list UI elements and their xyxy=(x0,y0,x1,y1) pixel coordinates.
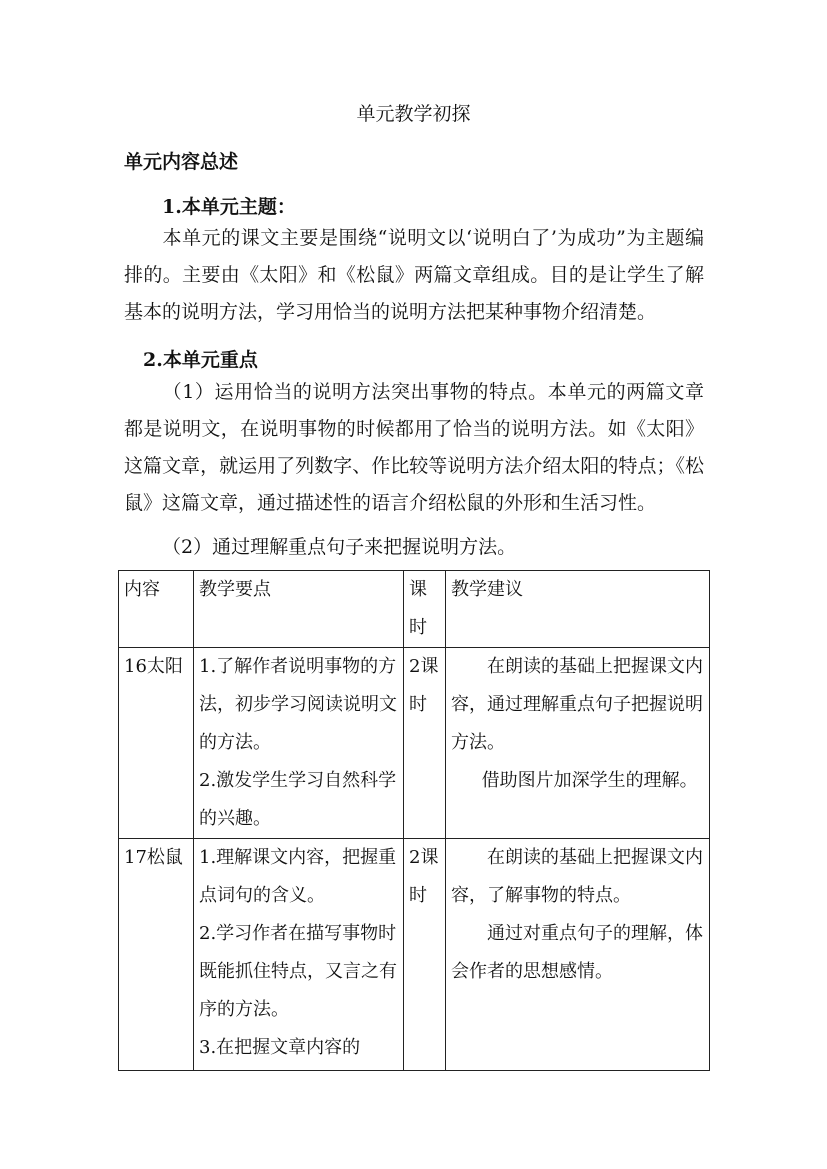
header-points: 教学要点 xyxy=(194,571,404,648)
teaching-point: 1.了解作者说明事物的方法，初步学习阅读说明文的方法。 xyxy=(199,656,397,753)
teaching-plan-table xyxy=(118,570,710,1071)
teaching-point: 2.激发学生学习自然科学的兴趣。 xyxy=(199,770,397,829)
row-hours: 2课时 xyxy=(404,839,446,1071)
suggestion: 通过对重点句子的理解，体会作者的思想感情。 xyxy=(451,923,703,982)
table-header-row xyxy=(119,571,710,648)
table-row xyxy=(119,648,710,839)
row-suggestions xyxy=(446,648,710,839)
header-content: 内容 xyxy=(119,571,194,648)
row-content: 16太阳 xyxy=(119,648,194,839)
key-point-1-paragraph xyxy=(124,374,704,522)
row-points xyxy=(194,648,404,839)
teaching-point: 3.在把握文章内容的 xyxy=(199,1037,361,1058)
key-point-2: （2）通过理解重点句子来把握说明方法。 xyxy=(162,536,517,558)
section-heading: 单元内容总述 xyxy=(124,151,239,173)
header-suggestions: 教学建议 xyxy=(446,571,710,648)
suggestion: 在朗读的基础上把握课文内容，通过理解重点句子把握说明方法。 xyxy=(451,656,703,753)
table-row xyxy=(119,839,710,1071)
row-points xyxy=(194,839,404,1071)
document-title: 单元教学初探 xyxy=(356,103,471,125)
row-hours: 2课时 xyxy=(404,648,446,839)
teaching-point: 1.理解课文内容，把握重点词句的含义。 xyxy=(199,847,397,906)
theme-text: 本单元的课文主要是围绕“说明文以‘说明白了’为成功”为主题编排的。主要由《太阳》和《松鼠》两篇文章组成。目的是让学生了解基本的说明方法，学习用恰当的说明方法把某种事物介绍清楚。 xyxy=(124,227,704,323)
header-hours: 课时 xyxy=(404,571,446,648)
theme-heading: 1.本单元主题： xyxy=(162,196,296,218)
key-heading: 2.本单元重点 xyxy=(143,349,258,371)
suggestion: 借助图片加深学生的理解。 xyxy=(481,770,698,791)
teaching-point: 2.学习作者在描写事物时既能抓住特点，又言之有序的方法。 xyxy=(199,923,397,1020)
row-suggestions xyxy=(446,839,710,1071)
key-point-2-paragraph xyxy=(124,529,704,566)
row-content: 17松鼠 xyxy=(119,839,194,1071)
key-point-1: （1）运用恰当的说明方法突出事物的特点。本单元的两篇文章都是说明文，在说明事物的时候都用了恰当的说明方法。如《太阳》这篇文章，就运用了列数字、作比较等说明方法介绍太阳的特点；《松鼠》这篇文章，通过描述性的语言介绍松鼠的外形和生活习性。 xyxy=(124,381,704,514)
theme-paragraph xyxy=(124,220,704,331)
suggestion: 在朗读的基础上把握课文内容，了解事物的特点。 xyxy=(451,847,703,906)
